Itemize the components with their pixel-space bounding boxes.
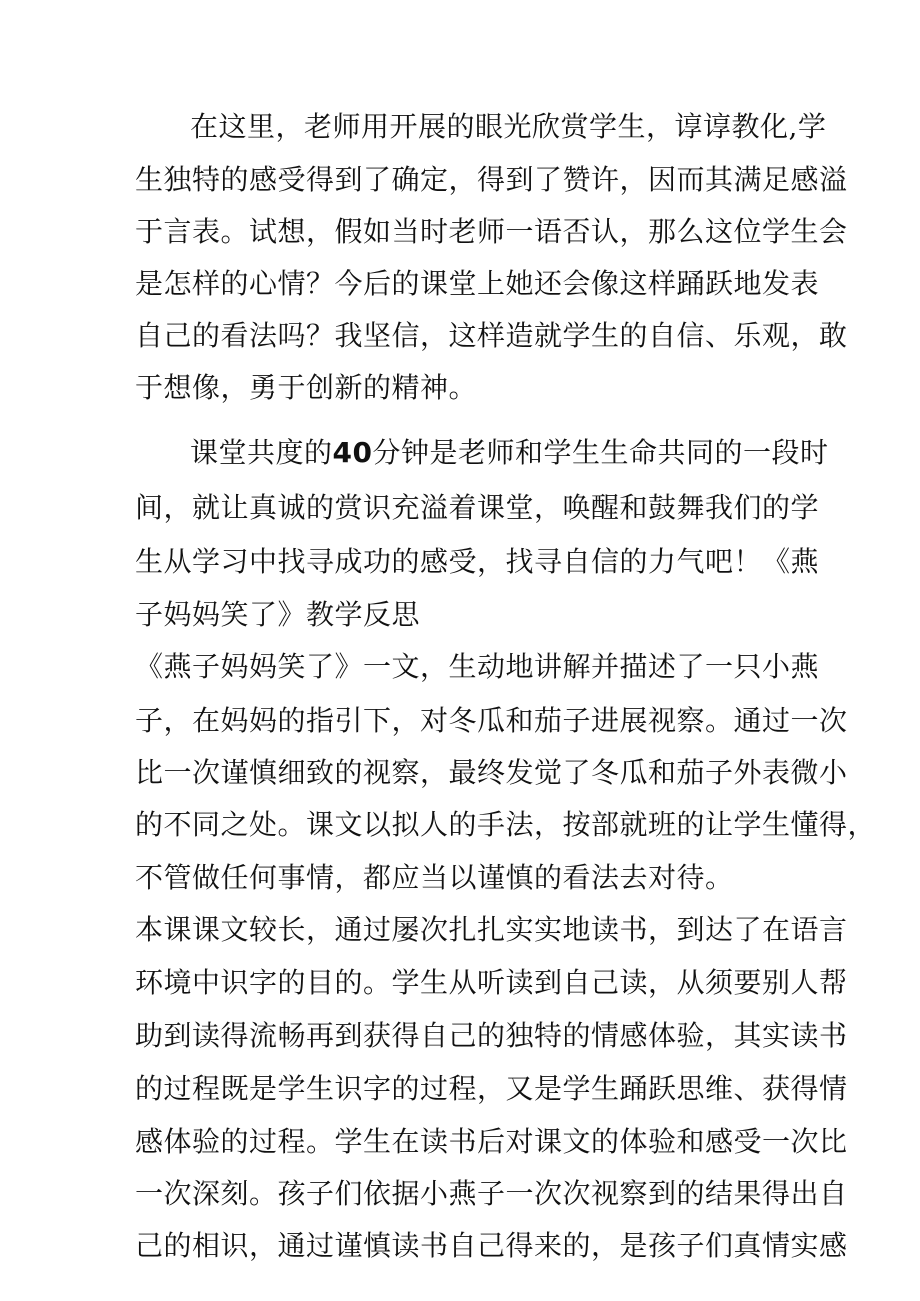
text-line-10: 子妈妈笑了》教学反思 (135, 598, 421, 631)
text-line-19: 的过程既是学生识字的过程，又是学生踊跃思维、获得情 (135, 1072, 848, 1105)
bold-number: 40 (332, 436, 373, 469)
text-line-15: 不管做任何事情，都应当以谨慎的看法去对待。 (135, 861, 734, 894)
text-line-5: 自己的看法吗？我坚信，这样造就学生的自信、乐观，敢 (135, 319, 848, 352)
text-line-22: 己的相识，通过谨慎读书自己得来的，是孩子们真情实感 (135, 1229, 848, 1262)
text-line-7 (190, 433, 829, 473)
text-line-18: 助到读得流畅再到获得自己的独特的情感体验，其实读书 (135, 1019, 848, 1052)
text-line-2: 生独特的感受得到了确定，得到了赞许，因而其满足感溢 (135, 163, 848, 196)
text-line-11: 《燕子妈妈笑了》一文，生动地讲解并描述了一只小燕 (135, 650, 820, 683)
text-line-17: 环境中识字的目的。学生从听读到自己读，从须要别人帮 (135, 966, 848, 999)
text-line-1: 在这里，老师用开展的眼光欣赏学生，谆谆教化,学 (190, 110, 827, 143)
text-line-3: 于言表。试想，假如当时老师一语否认，那么这位学生会 (135, 215, 848, 248)
text-line-12: 子，在妈妈的指引下，对冬瓜和茄子进展视察。通过一次 (135, 704, 848, 737)
text-line-14: 的不同之处。课文以拟人的手法，按部就班的让学生懂得， (135, 808, 877, 841)
text-line-9: 生从学习中找寻成功的感受，找寻自信的力气吧！《燕 (135, 545, 820, 578)
text-line-21: 一次深刻。孩子们依据小燕子一次次视察到的结果得出自 (135, 1177, 848, 1210)
text-segment: 分钟是老师和学生生命共同的一段时 (372, 436, 829, 469)
text-line-4: 是怎样的心情？今后的课堂上她还会像这样踊跃地发表 (135, 267, 820, 300)
text-line-6: 于想像，勇于创新的精神。 (135, 371, 478, 404)
text-line-20: 感体验的过程。学生在读书后对课文的体验和感受一次比 (135, 1125, 848, 1158)
text-line-16: 本课课文较长，通过屡次扎扎实实地读书，到达了在语言 (135, 913, 848, 946)
text-segment: 课堂共度的 (190, 436, 333, 469)
text-line-8: 间，就让真诚的赏识充溢着课堂，唤醒和鼓舞我们的学 (135, 491, 820, 524)
text-line-13: 比一次谨慎细致的视察，最终发觉了冬瓜和茄子外表微小 (135, 756, 848, 789)
